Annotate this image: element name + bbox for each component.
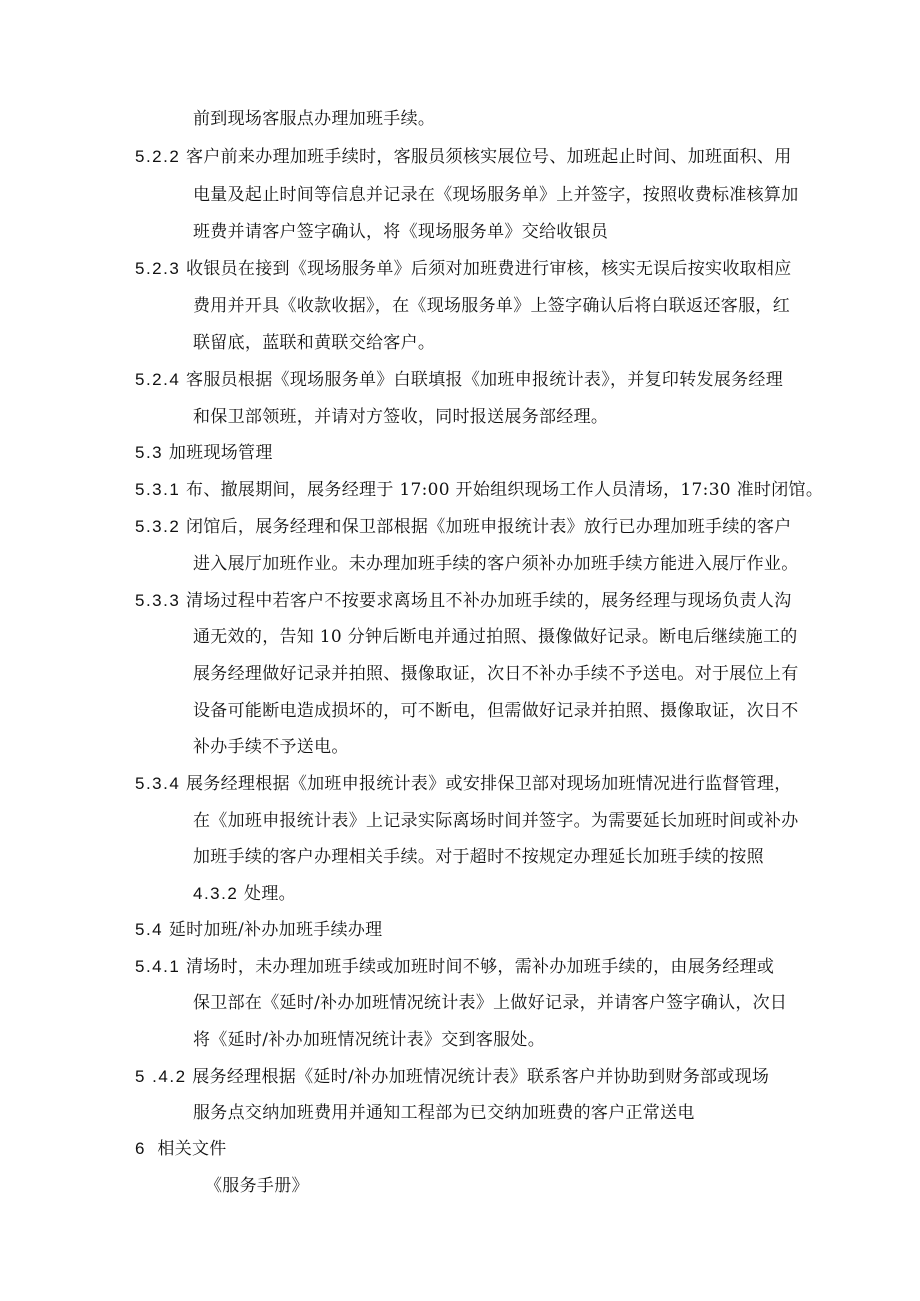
clause-5-4-1: 5.4.1 清场时，未办理加班手续或加班时间不够，需补办加班手续的，由展务经理或 xyxy=(135,957,775,977)
section-heading-6: 6 相关文件 xyxy=(135,1139,227,1159)
clause-number: 5.4 xyxy=(135,920,164,939)
text-line: 补办手续不予送电。 xyxy=(193,737,349,757)
text-line: 和保卫部领班，并请对方签收，同时报送展务部经理。 xyxy=(193,407,609,427)
text-line: 将《延时/补办加班情况统计表》交到客服处。 xyxy=(193,1030,546,1050)
text-line: 服务点交纳加班费用并通知工程部为已交纳加班费的客户正常送电 xyxy=(193,1103,695,1123)
section-heading-5-3: 5.3 加班现场管理 xyxy=(135,443,273,463)
clause-number: 5.3.4 xyxy=(135,774,181,793)
clause-number: 5.2.3 xyxy=(135,259,181,278)
clause-5-3-4: 5.3.4 展务经理根据《加班申报统计表》或安排保卫部对现场加班情况进行监督管理， xyxy=(135,774,792,794)
text-line: 联留底，蓝联和黄联交给客户。 xyxy=(193,333,436,353)
clause-5-2-4: 5.2.4 客服员根据《现场服务单》白联填报《加班申报统计表》，并复印转发展务经理 xyxy=(135,370,784,390)
clause-5-2-3: 5.2.3 收银员在接到《现场服务单》后须对加班费进行审核，核实无误后按实收取相应 xyxy=(135,259,792,279)
text-line: 进入展厅加班作业。未办理加班手续的客户须补办加班手续方能进入展厅作业。 xyxy=(193,554,799,574)
clause-5-4-2: 5 .4.2 展务经理根据《延时/补办加班情况统计表》联系客户并协助到财务部或现场 xyxy=(135,1067,770,1087)
text-line: 加班手续的客户办理相关手续。对于超时不按规定办理延长加班手续的按照 xyxy=(193,847,764,867)
text-line: 通无效的，告知 10 分钟后断电并通过拍照、摄像做好记录。断电后继续施工的 xyxy=(193,627,798,647)
clause-number: 5.3.3 xyxy=(135,591,181,610)
clause-reference: 4.3.2 xyxy=(193,884,239,903)
clause-number: 5.4.1 xyxy=(135,957,181,976)
clause-5-3-1: 5.3.1 布、撤展期间，展务经理于 17:00 开始组织现场工作人员清场，17:30 准时闭馆。 xyxy=(135,480,824,500)
clause-number: 5.3.1 xyxy=(135,480,181,499)
clause-number: 5.2.2 xyxy=(135,147,181,166)
text-line: 保卫部在《延时/补办加班情况统计表》上做好记录，并请客户签字确认，次日 xyxy=(193,993,788,1013)
text-line: 4.3.2 处理。 xyxy=(193,884,296,904)
text-line: 展务经理做好记录并拍照、摄像取证，次日不补办手续不予送电。对于展位上有 xyxy=(193,664,799,684)
section-heading-5-4: 5.4 延时加班/补办加班手续办理 xyxy=(135,920,383,940)
text-line: 前到现场客服点办理加班手续。 xyxy=(193,109,436,129)
clause-number: 5.3 xyxy=(135,443,164,462)
clause-5-3-2: 5.3.2 闭馆后，展务经理和保卫部根据《加班申报统计表》放行已办理加班手续的客户 xyxy=(135,517,792,537)
related-document-item: 《服务手册》 xyxy=(205,1176,309,1196)
clause-number: 5 .4.2 xyxy=(135,1067,187,1086)
text-line: 在《加班申报统计表》上记录实际离场时间并签字。为需要延长加班时间或补办 xyxy=(193,811,799,831)
clause-number: 5.2.4 xyxy=(135,370,181,389)
clause-number: 5.3.2 xyxy=(135,517,181,536)
text-line: 设备可能断电造成损坏的，可不断电，但需做好记录并拍照、摄像取证，次日不 xyxy=(193,701,799,721)
clause-5-3-3: 5.3.3 清场过程中若客户不按要求离场且不补办加班手续的，展务经理与现场负责人沟 xyxy=(135,591,792,611)
text-line: 班费并请客户签字确认，将《现场服务单》交给收银员 xyxy=(193,222,609,242)
clause-number: 6 xyxy=(135,1139,146,1158)
text-line: 费用并开具《收款收据》，在《现场服务单》上签字确认后将白联返还客服，红 xyxy=(193,296,790,316)
text-line: 电量及起止时间等信息并记录在《现场服务单》上并签字，按照收费标准核算加 xyxy=(193,185,799,205)
clause-5-2-2: 5.2.2 客户前来办理加班手续时，客服员须核实展位号、加班起止时间、加班面积、用 xyxy=(135,147,792,167)
